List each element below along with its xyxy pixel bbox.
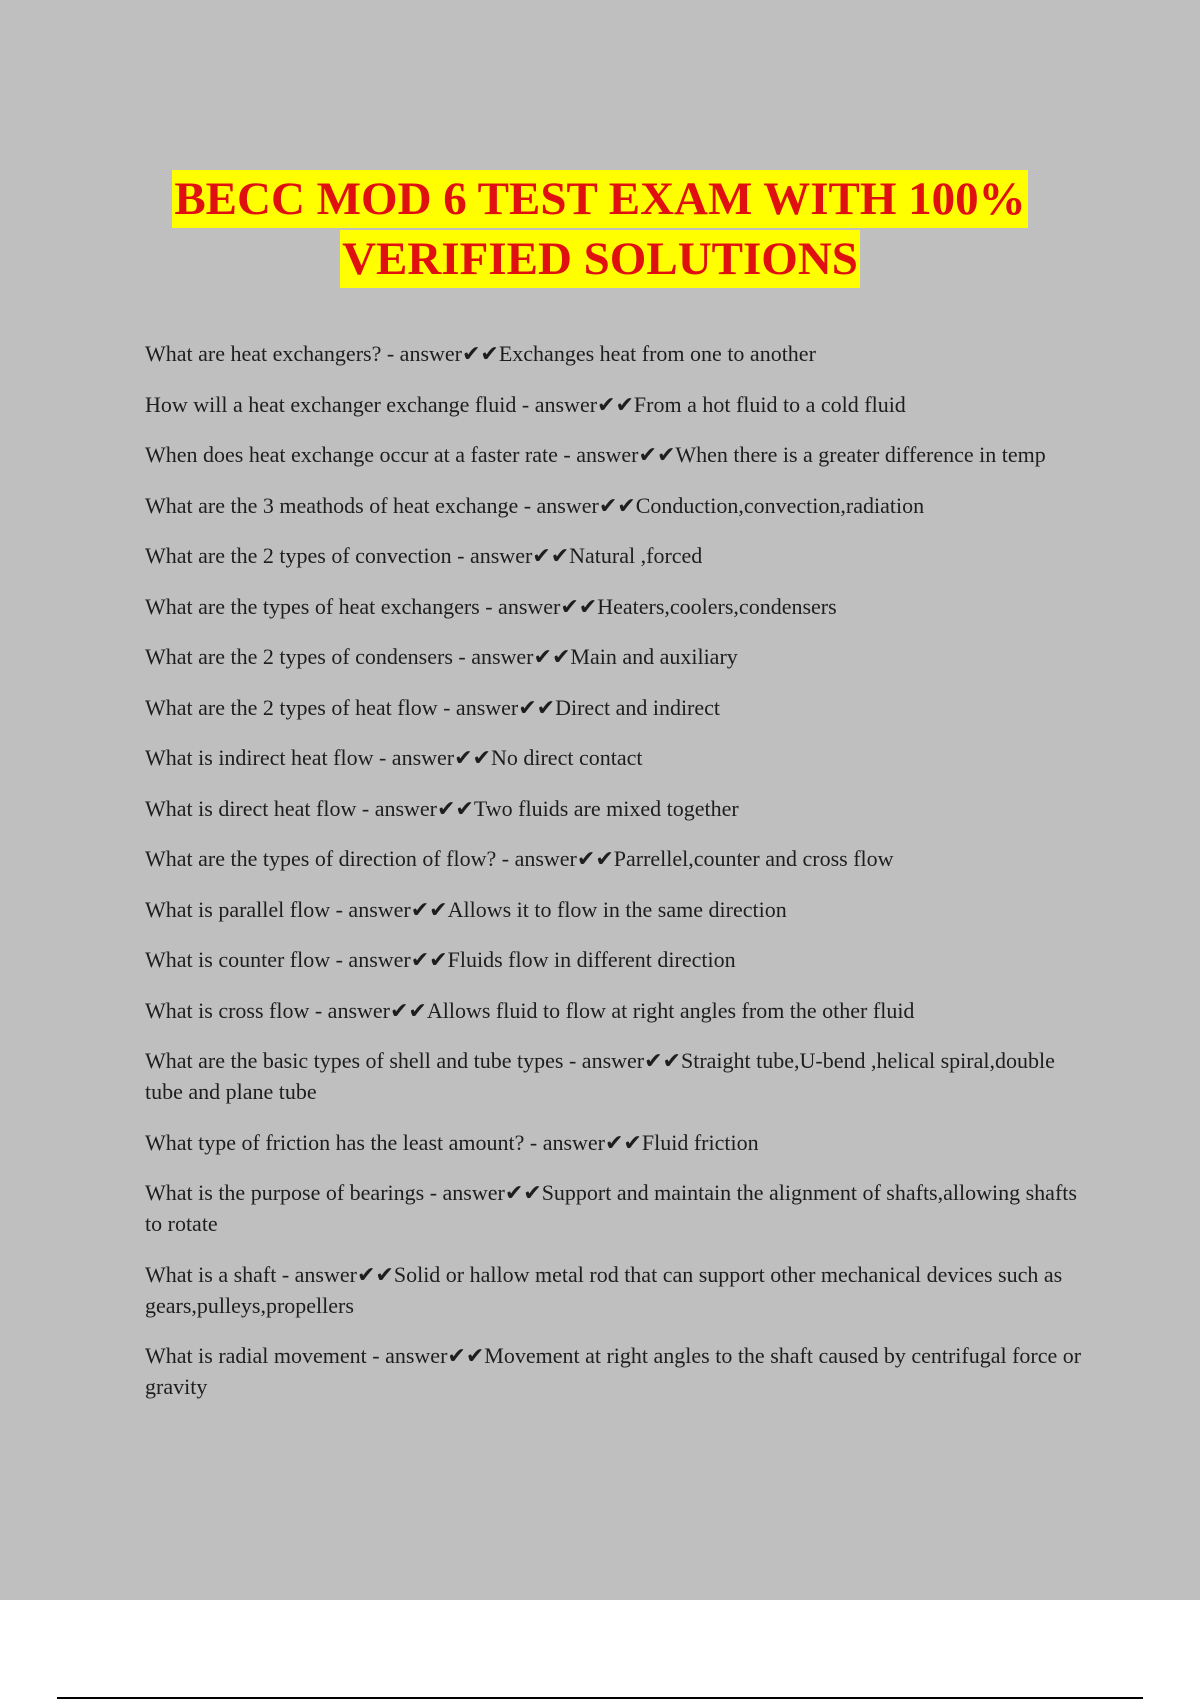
list-item: What is indirect heat flow - answer✔✔No direct contact	[145, 745, 643, 770]
list-item: What are the basic types of shell and tube types - answer✔✔Straight tube,U-bend ,helical spiral,double tube and plane tube	[145, 1048, 1055, 1104]
list-item: What is parallel flow - answer✔✔Allows it to flow in the same direction	[145, 896, 787, 922]
list-item: How will a heat exchanger exchange fluid - answer✔✔From a hot fluid to a cold fluid	[145, 391, 906, 417]
list-item: What is direct heat flow - answer✔✔Two fluids are mixed together	[145, 795, 739, 821]
document-title	[0, 170, 1200, 290]
list-item: What are the 2 types of heat flow - answer✔✔Direct and indirect	[145, 694, 721, 720]
list-item: What are the 2 types of convection - answer✔✔Natural ,forced	[145, 543, 703, 568]
list-item: What are the types of direction of flow? - answer✔✔Parrellel,counter and cross flow	[145, 846, 894, 871]
list-item: What is radial movement - answer✔✔Movement at right angles to the shaft caused by centrifugal force or gravity	[145, 1343, 1082, 1399]
list-item: When does heat exchange occur at a faster rate - answer✔✔When there is a greater difference in temp	[145, 442, 1046, 467]
list-item: What is a shaft - answer✔✔Solid or hallow metal rod that can support other mechanical devices such as gears,pulleys,propellers	[145, 1261, 1063, 1318]
list-item: What type of friction has the least amount? - answer✔✔Fluid friction	[145, 1129, 759, 1155]
list-item: What are the 3 meathods of heat exchange - answer✔✔Conduction,convection,radiation	[145, 492, 925, 518]
list-item: What are heat exchangers? - answer✔✔Exchanges heat from one to another	[145, 341, 816, 366]
list-item: What is counter flow - answer✔✔Fluids flow in different direction	[145, 947, 736, 972]
list-item: What are the 2 types of condensers - answer✔✔Main and auxiliary	[145, 644, 738, 669]
question-answer-list	[145, 338, 1085, 1422]
list-item: What is the purpose of bearings - answer✔✔Support and maintain the alignment of shafts,allowing shafts to rotate	[145, 1180, 1077, 1236]
list-item: What are the types of heat exchangers - answer✔✔Heaters,coolers,condensers	[145, 593, 837, 619]
title-line-1: BECC MOD 6 TEST EXAM WITH 100%	[172, 170, 1027, 228]
title-line-2: VERIFIED SOLUTIONS	[340, 230, 860, 288]
footer-divider	[57, 1697, 1143, 1699]
list-item: What is cross flow - answer✔✔Allows fluid to flow at right angles from the other fluid	[145, 997, 915, 1023]
